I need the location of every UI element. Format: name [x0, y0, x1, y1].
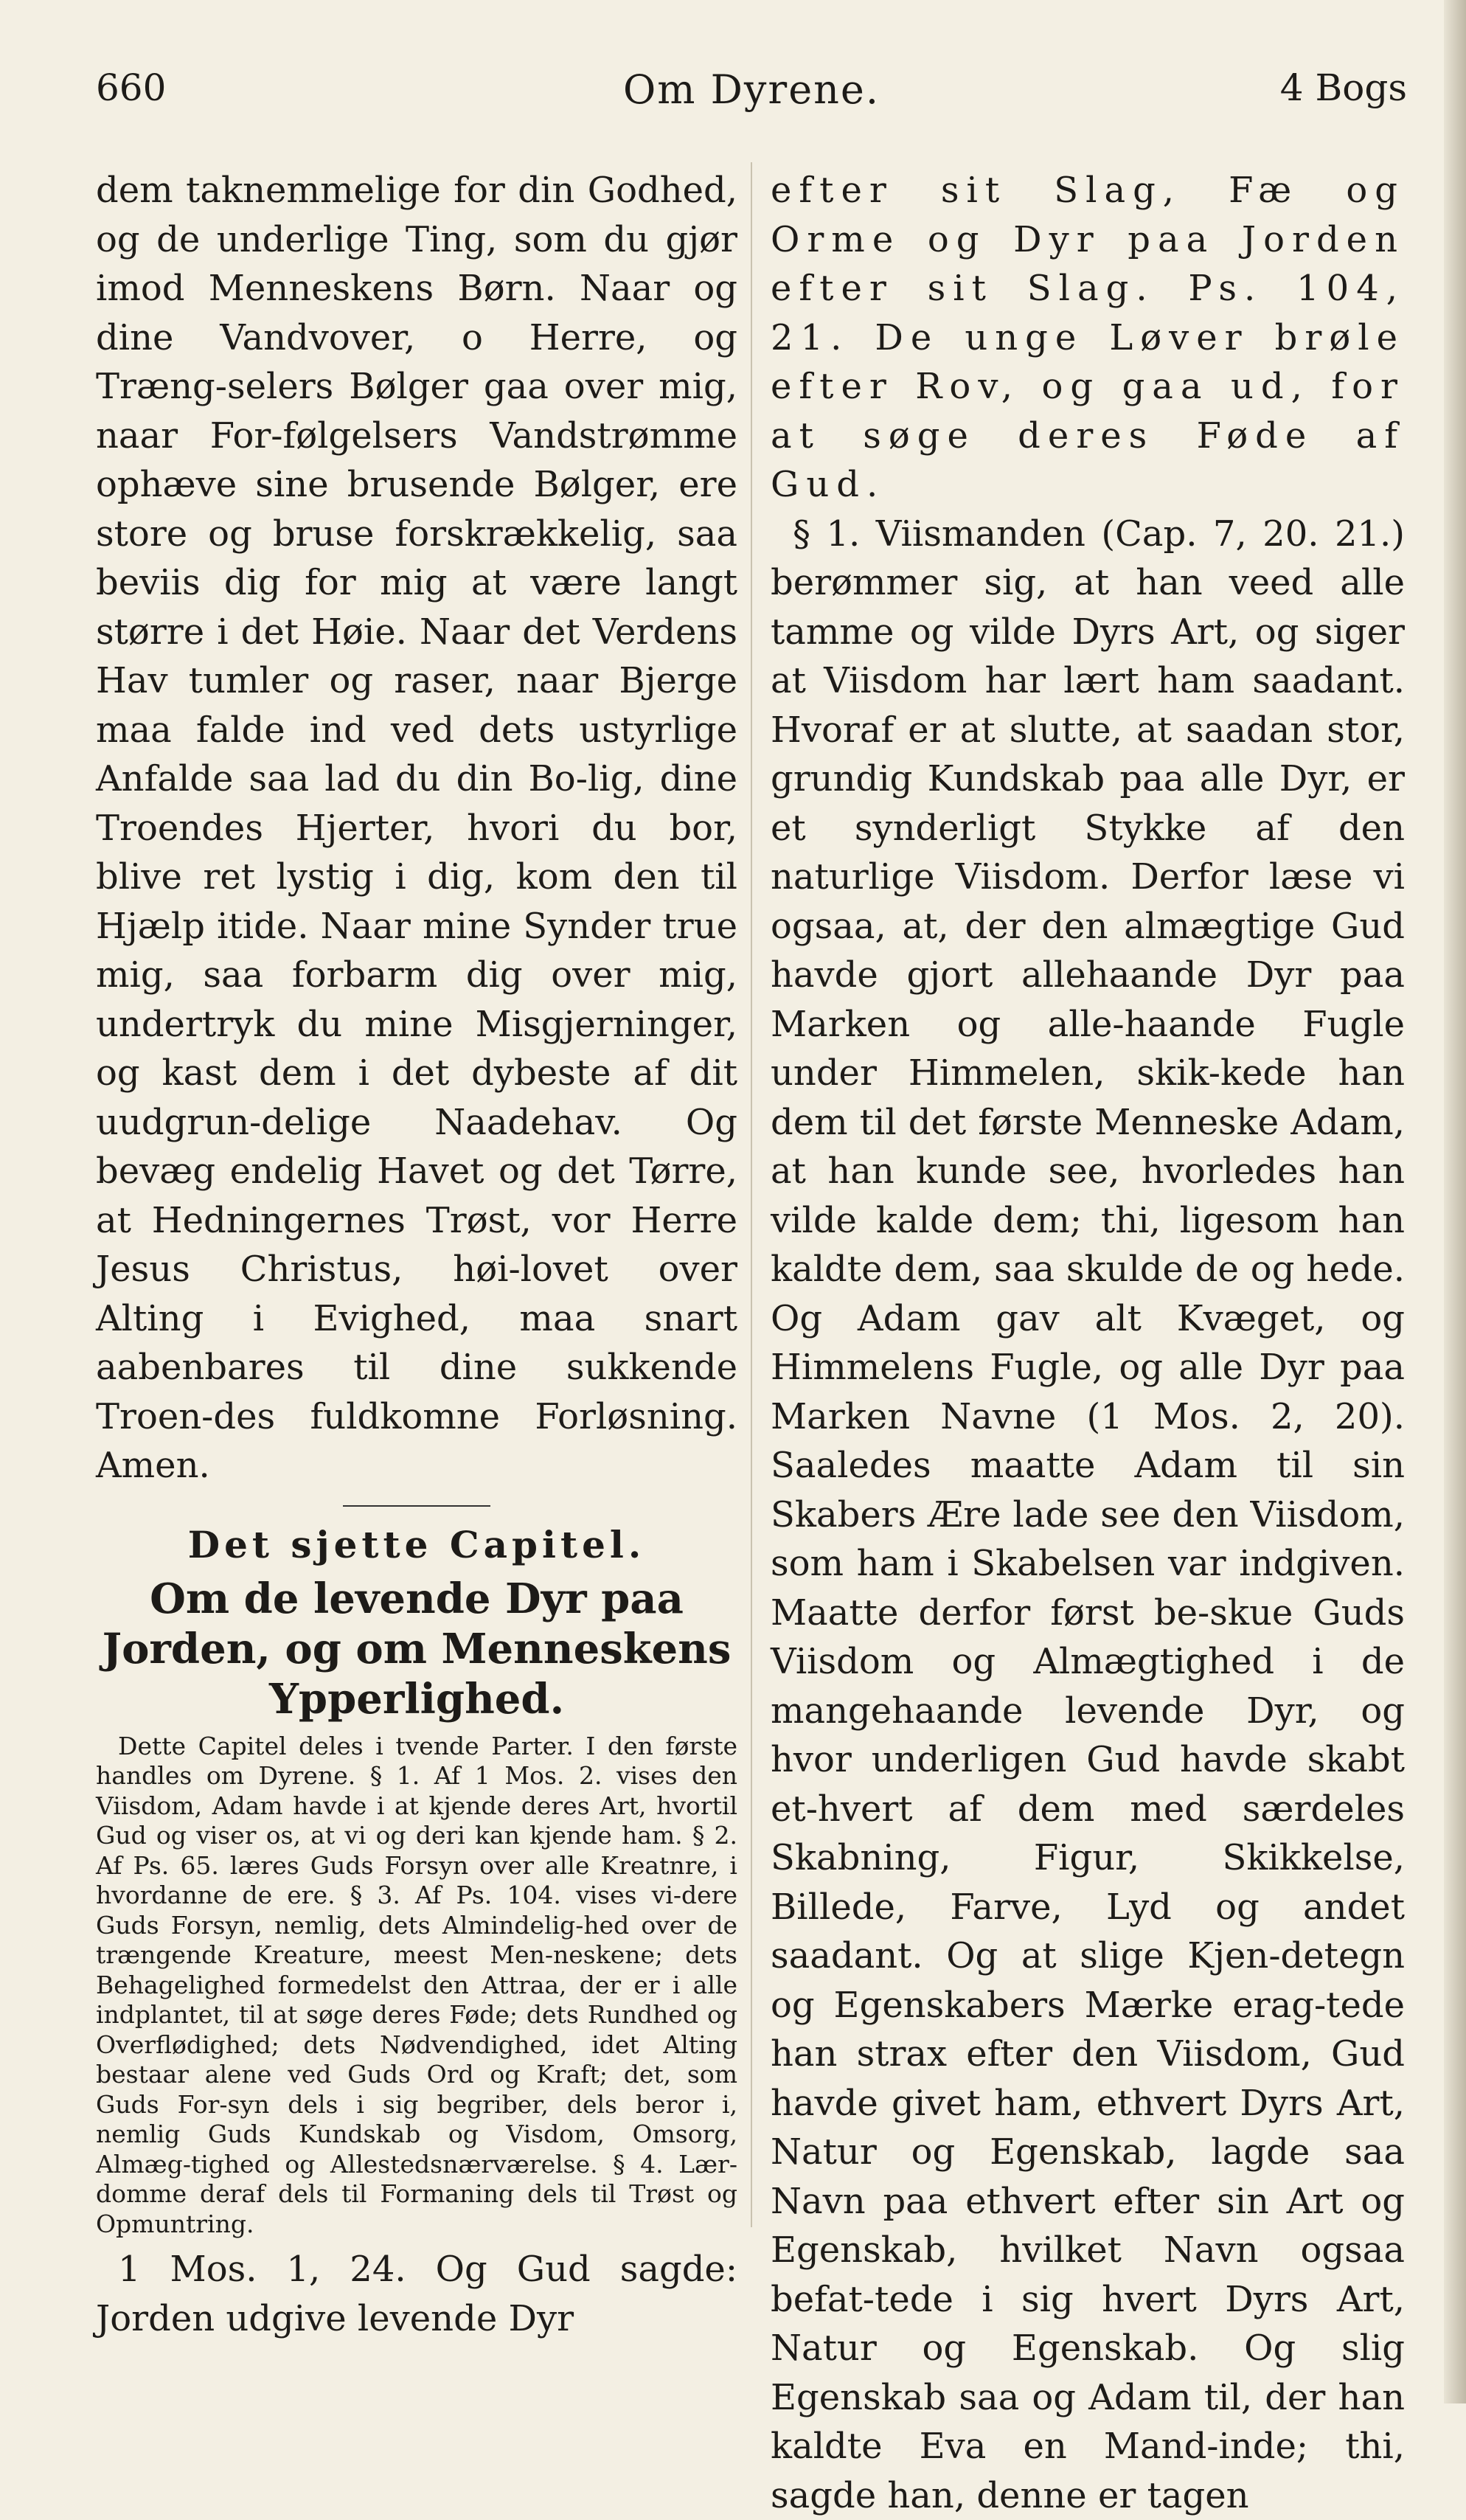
section-1-paragraph: § 1. Viismanden (Cap. 7, 20. 21.) berømmer sig, at han veed alle tamme og vilde Dyrs Art, og siger at Viisdom har lært ham saadant. Hvoraf er at slutte, at saadan stor, grundig Kundskab paa alle Dyr, er et synderligt Stykke af den naturlige Viisdom. Derfor læse vi ogsaa, at, der den almægtige Gud havde gjort allehaande Dyr paa Marken og alle-haande Fugle under Himmelen, skik-kede han dem til det første Menneske Adam, at han kunde see, hvorledes han vilde kalde dem; thi, ligesom han kaldte dem, saa skulde de og hede. Og Adam gav alt Kvæget, og Himmelens Fugle, og alle Dyr paa Marken Navne (1 Mos. 2, 20). Saaledes maatte Adam til sin Skabers Ære lade see den Viisdom, som ham i Skabelsen var indgiven. Maatte derfor først be-skue Guds Viisdom og Almægtighed i de mangehaande levende Dyr, og hvor underligen Gud havde skabt et-hvert af dem med særdeles Skabning, Figur, Skikkelse, Billede, Farve, Lyd og andet saadant. Og at slige Kjen-detegn og Egenskabers Mærke erag-tede han strax efter den Viisdom, Gud havde givet ham, ethvert Dyrs Art, Natur og Egenskab, lagde saa Navn paa ethvert efter sin Art og Egenskab, hvilket Navn ogsaa befat-tede i sig hvert Dyrs Art, Natur og Egenskab. Og slig Egenskab saa og Adam til, der han kaldte Eva en Mand-inde; thi, sagde han, denne er tagen	[771, 510, 1405, 2520]
section-rule	[343, 1505, 490, 1507]
page-header	[96, 66, 1407, 133]
book-label: 4 Bogs	[1280, 66, 1407, 109]
right-column	[771, 166, 1405, 2520]
verse-continuation: efter sit Slag, Fæ og Orme og Dyr paa Jorden efter sit Slag. Ps. 104, 21. De unge Løver brøle efter Rov, og gaa ud, for at søge deres Føde af Gud.	[771, 166, 1405, 510]
binding-shadow	[1444, 0, 1466, 2403]
page-number: 660	[96, 66, 166, 109]
running-title: Om Dyrene.	[96, 66, 1407, 113]
chapter-subtitle: Om de levende Dyr paa Jorden, og om Menneskens Ypperlighed.	[96, 1574, 737, 1724]
chapter-summary: Dette Capitel deles i tvende Parter. I den første handles om Dyrene. § 1. Af 1 Mos. 2. vises den Viisdom, Adam havde i at kjende deres Art, hvortil Gud og viser os, at vi og deri kan kjende ham. § 2. Af Ps. 65. læres Guds Forsyn over alle Kreatnre, i hvordanne de ere. § 3. Af Ps. 104. vises vi-dere Guds Forsyn, nemlig, dets Almindelig-hed over de trængende Kreature, meest Men-neskene; dets Behagelighed formedelst den Attraa, der er i alle indplantet, til at søge deres Føde; dets Rundhed og Overflødighed; dets Nødvendighed, idet Alting bestaar alene ved Guds Ord og Kraft; det, som Guds For-syn dels i sig begriber, dels beror i, nemlig Guds Kundskab og Visdom, Omsorg, Almæg-tighed og Allestedsnærværelse. § 4. Lær-domme deraf dels til Formaning dels til Trøst og Opmuntring.	[96, 1732, 737, 2240]
left-column	[96, 166, 737, 2343]
prayer-paragraph: dem taknemmelige for din Godhed, og de underlige Ting, som du gjør imod Menneskens Børn. Naar og dine Vandvover, o Herre, og Træng-selers Bølger gaa over mig, naar For-følgelsers Vandstrømme ophæve sine brusende Bølger, ere store og bruse forskrækkelig, saa beviis dig for mig at være langt større i det Høie. Naar det Verdens Hav tumler og raser, naar Bjerge maa falde ind ved dets ustyrlige Anfalde saa lad du din Bo-lig, dine Troendes Hjerter, hvori du bor, blive ret lystig i dig, kom den til Hjælp itide. Naar mine Synder true mig, saa forbarm dig over mig, undertryk du mine Misgjerninger, og kast dem i det dybeste af dit uudgrun-delige Naadehav. Og bevæg endelig Havet og det Tørre, at Hedningernes Trøst, vor Herre Jesus Christus, høi-lovet over Alting i Evighed, maa snart aabenbares til dine sukkende Troen-des fuldkomne Forløsning. Amen.	[96, 166, 737, 1490]
chapter-title: Det sjette Capitel.	[96, 1523, 737, 1566]
column-divider	[751, 162, 752, 2227]
verse-start: 1 Mos. 1, 24. Og Gud sagde: Jorden udgive levende Dyr	[96, 2245, 737, 2343]
